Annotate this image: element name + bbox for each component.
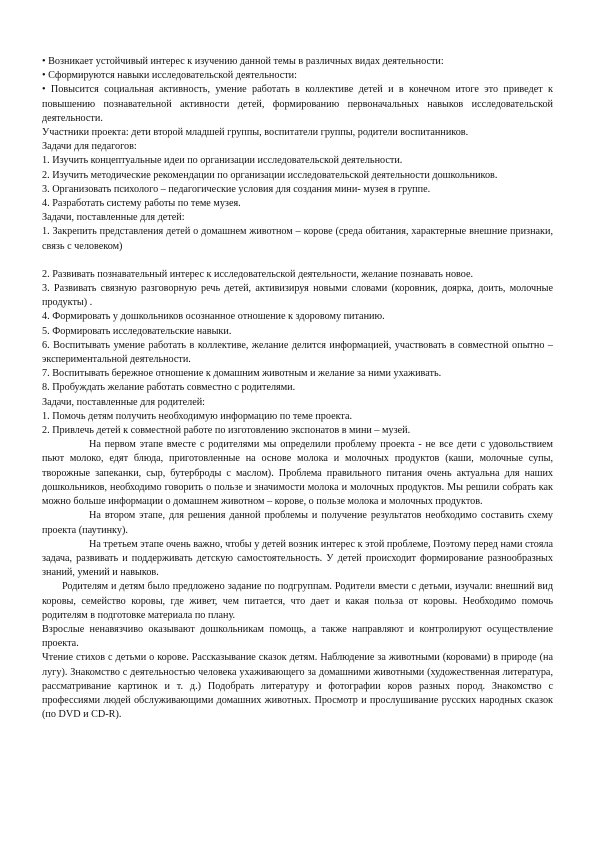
stage-1-paragraph: На первом этапе вместе с родителями мы определили проблему проекта - не все дети с удовольствием пьют молоко, едят блюда, приготовленные на основе молока и молочных продуктов (каши, молочные супы, творожные запеканки, сыр, бутерброды с маслом). Проблема правильного питания очень актуальна для наших дошкольников, необходимо говорить о пользе и значимости молока и молочных продуктов. Мы решили собрать как можно больше информации о домашнем животном – корове, о пользе молока и молочных продуктов. xyxy=(42,439,553,508)
child-task-8: 8. Пробуждать желание работать совместно с родителями. xyxy=(42,382,296,394)
child-task-4: 4. Формировать у дошкольников осознанное отношение к здоровому питанию. xyxy=(42,311,385,323)
adults-help-paragraph: Взрослые ненавязчиво оказывают дошкольникам помощь, а также направляют и контролируют осуществление проекта. xyxy=(42,623,553,650)
child-task-7: 7. Воспитывать бережное отношение к домашним животным и желание за ними ухаживать. xyxy=(42,368,442,380)
parents-assignment-paragraph: Родителям и детям было предложено задание по подгруппам. Родители вмести с детьми, изучали: внешний вид коровы, семейство коровы, где живет, чем питается, что дает и какая польза от коровы. Необходимо помочь родителям в подготовке материала по плану. xyxy=(42,581,553,621)
stage-2-paragraph: На втором этапе, для решения данной проблемы и получение результатов необходимо составить схему проекта (паутинку). xyxy=(42,510,553,536)
bullet-social: • Повысится социальная активность, умение работать в коллективе детей и в конечном итоге это приведет к повышению познавательной активности детей, формированию первоначальных навыков исследовательской деятельности. xyxy=(42,84,553,124)
blank-line xyxy=(42,254,553,268)
participants-line: Участники проекта: дети второй младшей группы, воспитатели группы, родители воспитанников. xyxy=(42,127,469,139)
stage-3-paragraph: На третьем этапе очень важно, чтобы у детей возник интерес к этой проблеме, Поэтому перед нами стояла задача, развивать и поддерживать детскую самостоятельность. У детей происходит формирование разнообразных знаний, умений и навыков. xyxy=(42,538,553,579)
teacher-task-2: 2. Изучить методические рекомендации по организации исследовательской деятельности дошкольников. xyxy=(42,169,498,181)
parents-tasks-heading: Задачи, поставленные для родителей: xyxy=(42,396,205,408)
bullet-interest: • Возникает устойчивый интерес к изучению данной темы в различных видах деятельности: xyxy=(42,56,444,67)
parent-task-2: 2. Привлечь детей к совместной работе по изготовлению экспонатов в мини – музей. xyxy=(42,425,411,437)
child-task-1: 1. Закрепить представления детей о домашнем животном – корове (среда обитания, характерные внешние признаки, связь с человеком) xyxy=(42,226,553,252)
teacher-task-4: 4. Разработать систему работы по теме музея. xyxy=(42,198,241,210)
child-task-5: 5. Формировать исследовательские навыки. xyxy=(42,325,232,337)
teachers-tasks-heading: Задачи для педагогов: xyxy=(42,141,137,153)
child-task-6: 6. Воспитывать умение работать в коллективе, желание делится информацией, участвовать в совместной опытно – экспериментальной деятельности. xyxy=(42,339,553,366)
activities-paragraph: Чтение стихов с детьми о корове. Рассказывание сказок детям. Наблюдение за животными (коровами) в природе (на лугу). Знакомство с деятельностью человека ухаживающего за домашними животными (художественная литература, рассматривание картинок и т. д.) Подобрать литературу и фотографии коров разных пород. Знакомство с профессиями людей обслуживающими домашних животных. Просмотр и прослушивание русских народных сказок (по DVD и CD-R). xyxy=(42,652,553,721)
teacher-task-3: 3. Организовать психолого – педагогические условия для создания мини- музея в группе. xyxy=(42,183,431,195)
parent-task-1: 1. Помочь детям получить необходимую информацию по теме проекта. xyxy=(42,410,353,422)
teacher-task-1: 1. Изучить концептуальные идеи по организации исследовательской деятельности. xyxy=(42,155,403,167)
bullet-skills: • Сформируются навыки исследовательской деятельности: xyxy=(42,70,297,82)
child-task-2: 2. Развивать познавательный интерес к исследовательской деятельности, желание познавать новое. xyxy=(42,268,474,280)
child-task-3: 3. Развивать связную разговорную речь детей, активизируя новыми словами (коровник, доярка, доить, молочные продукты) . xyxy=(42,283,553,309)
children-tasks-heading: Задачи, поставленные для детей: xyxy=(42,212,185,224)
